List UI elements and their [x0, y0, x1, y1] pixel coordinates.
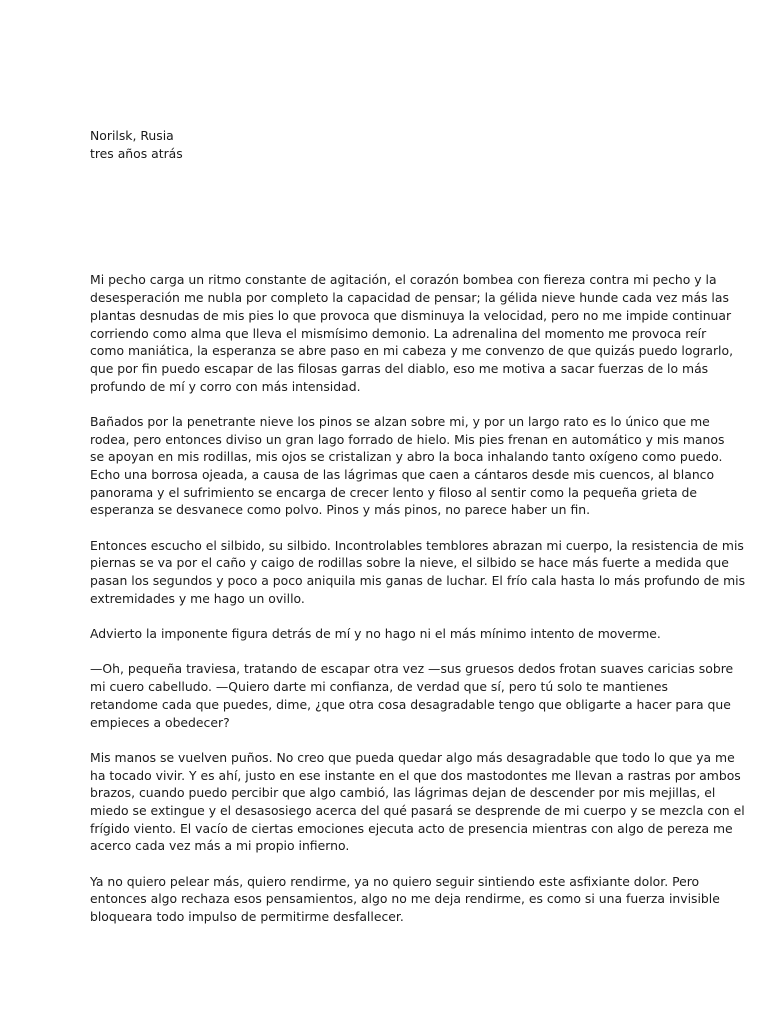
- paragraph: [90, 271, 734, 395]
- paragraph-line: mi cuero cabelludo. —Quiero darte mi confianza, de verdad que sí, pero tú solo te mantienes: [90, 679, 668, 695]
- paragraph-line: Entonces escucho el silbido, su silbido. Incontrolables temblores abrazan mi cuerpo, la resistencia de mis: [90, 537, 744, 553]
- paragraph-line: retandome cada que puedes, dime, ¿que otra cosa desagradable tengo que obligarte a hacer para que: [90, 696, 731, 712]
- paragraph-line: Mis manos se vuelven puños. No creo que pueda quedar algo más desagradable que todo lo que ya me: [90, 749, 735, 765]
- paragraph: [90, 749, 745, 855]
- paragraph-line: empieces a obedecer?: [90, 714, 230, 730]
- paragraph-line: —Oh, pequeña traviesa, tratando de escapar otra vez —sus gruesos dedos frotan suaves caricias sobre: [90, 661, 734, 677]
- paragraph-line: plantas desnudas de mis pies lo que provoca que disminuya la velocidad, pero no me impide continuar: [90, 307, 732, 323]
- paragraph-line: miedo se extingue y el desasosiego acerca del qué pasará se desprende de mi cuerpo y se mezcla con el: [90, 802, 745, 818]
- paragraph-line: panorama y el sufrimiento se encarga de crecer lento y filoso al sentir como la pequeña grieta de: [90, 484, 698, 500]
- paragraph-line: profundo de mí y corro con más intensidad.: [90, 378, 361, 394]
- paragraph-line: corriendo como alma que lleva el mismísimo demonio. La adrenalina del momento me provoca reír: [90, 325, 707, 341]
- paragraph-line: como maniática, la esperanza se abre paso en mi cabeza y me convenzo de que quizás puedo lograrlo,: [90, 343, 734, 359]
- paragraph: [90, 660, 734, 731]
- paragraph: [90, 537, 746, 608]
- paragraph-line: rodea, pero entonces diviso un gran lago forrado de hielo. Mis pies frenan en automático y mis manos: [90, 431, 725, 447]
- paragraph-line: que por fin puedo escapar de las filosas garras del diablo, eso me motiva a sacar fuerzas de lo más: [90, 360, 709, 376]
- paragraph-line: ha tocado vivir. Y es ahí, justo en ese instante en el que dos mastodontes me llevan a rastras por ambos: [90, 767, 741, 783]
- document-body: [90, 127, 746, 943]
- paragraph-line: se apoyan en mis rodillas, mis ojos se cristalizan y abro la boca inhalando tanto oxígeno como puedo.: [90, 449, 723, 465]
- paragraph-line: brazos, cuando puedo percibir que algo cambió, las lágrimas dejan de descender por mis mejillas, el: [90, 785, 716, 801]
- paragraph-line: desesperación me nubla por completo la capacidad de pensar; la gélida nieve hunde cada vez más las: [90, 290, 729, 306]
- paragraph-line: Advierto la imponente figura detrás de mí y no hago ni el más mínimo intento de moverme.: [90, 626, 661, 642]
- paragraph-line: piernas se va por el caño y caigo de rodillas sobre la nieve, el silbido se hace más fuerte a medida que: [90, 555, 729, 571]
- paragraph-line: bloqueara todo impulso de permitirme desfallecer.: [90, 909, 404, 925]
- paragraph-line: entonces algo rechaza esos pensamientos, algo no me deja rendirme, es como si una fuerza invisible: [90, 891, 720, 907]
- paragraph-line: Bañados por la penetrante nieve los pinos se alzan sobre mi, y por un largo rato es lo único que me: [90, 413, 710, 429]
- paragraph-line: pasan los segundos y poco a poco aniquila mis ganas de luchar. El frío cala hasta lo más profundo de mis: [90, 573, 746, 589]
- paragraph: [90, 413, 725, 519]
- paragraph-line: acerco cada vez más a mi propio infierno.: [90, 838, 350, 854]
- paragraph: [90, 873, 720, 926]
- heading-spacer: [90, 162, 690, 271]
- paragraph: [90, 625, 690, 643]
- paragraph-line: esperanza se desvanece como polvo. Pinos y más pinos, no parece haber un fin.: [90, 502, 591, 518]
- paragraph-list: [90, 271, 746, 925]
- paragraph-line: Echo una borrosa ojeada, a causa de las lágrimas que caen a cántaros desde mis cuencos, al blanco: [90, 467, 715, 483]
- paragraph-line: Ya no quiero pelear más, quiero rendirme, ya no quiero seguir sintiendo este asfixiante dolor. Pero: [90, 873, 700, 889]
- paragraph-line: frígido viento. El vacío de ciertas emociones ejecuta acto de presencia mientras con algo de pereza me: [90, 820, 733, 836]
- paragraph-line: Mi pecho carga un ritmo constante de agitación, el corazón bombea con fiereza contra mi pecho y la: [90, 272, 717, 288]
- time-heading: tres años atrás: [90, 145, 183, 161]
- location-heading: Norilsk, Rusia: [90, 128, 174, 143]
- paragraph-line: extremidades y me hago un ovillo.: [90, 590, 305, 606]
